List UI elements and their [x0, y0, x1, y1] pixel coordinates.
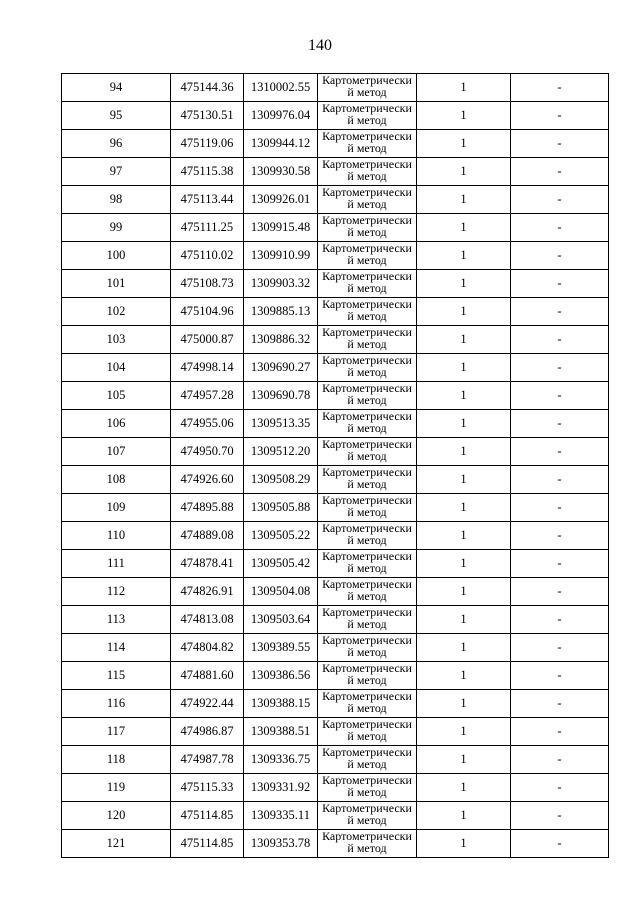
x-coordinate-cell: 474922.44 — [171, 690, 244, 718]
method-cell — [318, 662, 417, 690]
note-cell: - — [511, 774, 609, 802]
accuracy-cell: 1 — [417, 158, 511, 186]
accuracy-cell: 1 — [417, 746, 511, 774]
point-number-cell: 104 — [62, 354, 171, 382]
point-number-cell: 116 — [62, 690, 171, 718]
table-row — [62, 494, 609, 522]
note-cell: - — [511, 802, 609, 830]
table-row — [62, 102, 609, 130]
accuracy-cell: 1 — [417, 634, 511, 662]
method-text: Картометрически й метод — [322, 579, 412, 603]
table-row — [62, 270, 609, 298]
table-row — [62, 774, 609, 802]
y-coordinate-cell: 1309886.32 — [244, 326, 318, 354]
point-number-cell: 111 — [62, 550, 171, 578]
accuracy-cell: 1 — [417, 326, 511, 354]
x-coordinate-cell: 474881.60 — [171, 662, 244, 690]
point-number-cell: 120 — [62, 802, 171, 830]
point-number-cell: 107 — [62, 438, 171, 466]
y-coordinate-cell: 1309512.20 — [244, 438, 318, 466]
method-text: Картометрически й метод — [322, 243, 412, 267]
y-coordinate-cell: 1309504.08 — [244, 578, 318, 606]
y-coordinate-cell: 1309513.35 — [244, 410, 318, 438]
method-text: Картометрически й метод — [322, 159, 412, 183]
x-coordinate-cell: 474889.08 — [171, 522, 244, 550]
point-number-cell: 112 — [62, 578, 171, 606]
x-coordinate-cell: 474813.08 — [171, 606, 244, 634]
note-cell: - — [511, 354, 609, 382]
method-text: Картометрически й метод — [322, 523, 412, 547]
accuracy-cell: 1 — [417, 270, 511, 298]
y-coordinate-cell: 1309353.78 — [244, 830, 318, 858]
accuracy-cell: 1 — [417, 130, 511, 158]
table-row — [62, 606, 609, 634]
table-row — [62, 746, 609, 774]
note-cell: - — [511, 242, 609, 270]
point-number-cell: 114 — [62, 634, 171, 662]
y-coordinate-cell: 1309336.75 — [244, 746, 318, 774]
table-row — [62, 466, 609, 494]
method-text: Картометрически й метод — [322, 551, 412, 575]
x-coordinate-cell: 474986.87 — [171, 718, 244, 746]
y-coordinate-cell: 1309505.88 — [244, 494, 318, 522]
note-cell: - — [511, 214, 609, 242]
method-cell — [318, 690, 417, 718]
y-coordinate-cell: 1309331.92 — [244, 774, 318, 802]
table-row — [62, 634, 609, 662]
method-cell — [318, 270, 417, 298]
table-row — [62, 354, 609, 382]
method-cell — [318, 774, 417, 802]
x-coordinate-cell: 474926.60 — [171, 466, 244, 494]
table-row — [62, 186, 609, 214]
table-row — [62, 298, 609, 326]
accuracy-cell: 1 — [417, 74, 511, 102]
note-cell: - — [511, 298, 609, 326]
accuracy-cell: 1 — [417, 774, 511, 802]
note-cell: - — [511, 830, 609, 858]
note-cell: - — [511, 606, 609, 634]
method-text: Картометрически й метод — [322, 831, 412, 855]
x-coordinate-cell: 475111.25 — [171, 214, 244, 242]
note-cell: - — [511, 466, 609, 494]
y-coordinate-cell: 1309930.58 — [244, 158, 318, 186]
method-cell — [318, 802, 417, 830]
y-coordinate-cell: 1309389.55 — [244, 634, 318, 662]
accuracy-cell: 1 — [417, 718, 511, 746]
x-coordinate-cell: 475104.96 — [171, 298, 244, 326]
accuracy-cell: 1 — [417, 298, 511, 326]
table-row — [62, 690, 609, 718]
table-row — [62, 662, 609, 690]
method-cell — [318, 410, 417, 438]
method-cell — [318, 606, 417, 634]
table-row — [62, 214, 609, 242]
table-row — [62, 158, 609, 186]
method-cell — [318, 382, 417, 410]
point-number-cell: 99 — [62, 214, 171, 242]
x-coordinate-cell: 475113.44 — [171, 186, 244, 214]
note-cell: - — [511, 746, 609, 774]
accuracy-cell: 1 — [417, 242, 511, 270]
table-row — [62, 326, 609, 354]
table-row — [62, 802, 609, 830]
method-text: Картометрически й метод — [322, 495, 412, 519]
note-cell: - — [511, 74, 609, 102]
accuracy-cell: 1 — [417, 354, 511, 382]
y-coordinate-cell: 1309885.13 — [244, 298, 318, 326]
method-cell — [318, 830, 417, 858]
method-text: Картометрически й метод — [322, 327, 412, 351]
accuracy-cell: 1 — [417, 382, 511, 410]
method-cell — [318, 578, 417, 606]
method-text: Картометрически й метод — [322, 635, 412, 659]
x-coordinate-cell: 474987.78 — [171, 746, 244, 774]
y-coordinate-cell: 1309508.29 — [244, 466, 318, 494]
y-coordinate-cell: 1309388.51 — [244, 718, 318, 746]
point-number-cell: 121 — [62, 830, 171, 858]
method-text: Картометрически й метод — [322, 187, 412, 211]
x-coordinate-cell: 475114.85 — [171, 830, 244, 858]
y-coordinate-cell: 1309503.64 — [244, 606, 318, 634]
point-number-cell: 113 — [62, 606, 171, 634]
method-cell — [318, 494, 417, 522]
method-cell — [318, 354, 417, 382]
x-coordinate-cell: 474957.28 — [171, 382, 244, 410]
note-cell: - — [511, 102, 609, 130]
method-cell — [318, 326, 417, 354]
x-coordinate-cell: 475110.02 — [171, 242, 244, 270]
method-cell — [318, 298, 417, 326]
y-coordinate-cell: 1309386.56 — [244, 662, 318, 690]
point-number-cell: 96 — [62, 130, 171, 158]
method-cell — [318, 186, 417, 214]
method-cell — [318, 550, 417, 578]
accuracy-cell: 1 — [417, 550, 511, 578]
point-number-cell: 109 — [62, 494, 171, 522]
method-text: Картометрически й метод — [322, 355, 412, 379]
point-number-cell: 115 — [62, 662, 171, 690]
x-coordinate-cell: 475115.33 — [171, 774, 244, 802]
accuracy-cell: 1 — [417, 186, 511, 214]
note-cell: - — [511, 494, 609, 522]
note-cell: - — [511, 578, 609, 606]
method-cell — [318, 74, 417, 102]
accuracy-cell: 1 — [417, 466, 511, 494]
table-row — [62, 410, 609, 438]
point-number-cell: 105 — [62, 382, 171, 410]
table-row — [62, 830, 609, 858]
accuracy-cell: 1 — [417, 690, 511, 718]
method-cell — [318, 158, 417, 186]
method-text: Картометрически й метод — [322, 75, 412, 99]
coordinates-table-body — [62, 74, 609, 858]
method-cell — [318, 102, 417, 130]
note-cell: - — [511, 326, 609, 354]
accuracy-cell: 1 — [417, 606, 511, 634]
y-coordinate-cell: 1309690.78 — [244, 382, 318, 410]
x-coordinate-cell: 475000.87 — [171, 326, 244, 354]
method-cell — [318, 130, 417, 158]
method-cell — [318, 466, 417, 494]
accuracy-cell: 1 — [417, 662, 511, 690]
x-coordinate-cell: 474878.41 — [171, 550, 244, 578]
y-coordinate-cell: 1310002.55 — [244, 74, 318, 102]
method-text: Картометрически й метод — [322, 775, 412, 799]
note-cell: - — [511, 158, 609, 186]
method-cell — [318, 438, 417, 466]
method-cell — [318, 242, 417, 270]
method-text: Картометрически й метод — [322, 299, 412, 323]
accuracy-cell: 1 — [417, 102, 511, 130]
x-coordinate-cell: 474998.14 — [171, 354, 244, 382]
x-coordinate-cell: 474950.70 — [171, 438, 244, 466]
accuracy-cell: 1 — [417, 410, 511, 438]
coordinates-table — [61, 73, 609, 858]
x-coordinate-cell: 475108.73 — [171, 270, 244, 298]
table-row — [62, 438, 609, 466]
table-row — [62, 578, 609, 606]
x-coordinate-cell: 474955.06 — [171, 410, 244, 438]
note-cell: - — [511, 410, 609, 438]
table-row — [62, 550, 609, 578]
y-coordinate-cell: 1309915.48 — [244, 214, 318, 242]
method-text: Картометрически й метод — [322, 439, 412, 463]
point-number-cell: 100 — [62, 242, 171, 270]
y-coordinate-cell: 1309976.04 — [244, 102, 318, 130]
method-text: Картометрически й метод — [322, 467, 412, 491]
table-row — [62, 130, 609, 158]
method-text: Картометрически й метод — [322, 747, 412, 771]
x-coordinate-cell: 474895.88 — [171, 494, 244, 522]
x-coordinate-cell: 475115.38 — [171, 158, 244, 186]
point-number-cell: 117 — [62, 718, 171, 746]
accuracy-cell: 1 — [417, 802, 511, 830]
note-cell: - — [511, 550, 609, 578]
table-row — [62, 522, 609, 550]
note-cell: - — [511, 522, 609, 550]
method-cell — [318, 522, 417, 550]
method-text: Картометрически й метод — [322, 803, 412, 827]
point-number-cell: 118 — [62, 746, 171, 774]
method-cell — [318, 214, 417, 242]
x-coordinate-cell: 475119.06 — [171, 130, 244, 158]
point-number-cell: 101 — [62, 270, 171, 298]
note-cell: - — [511, 270, 609, 298]
point-number-cell: 94 — [62, 74, 171, 102]
accuracy-cell: 1 — [417, 830, 511, 858]
method-text: Картометрически й метод — [322, 103, 412, 127]
table-row — [62, 718, 609, 746]
y-coordinate-cell: 1309505.22 — [244, 522, 318, 550]
method-cell — [318, 746, 417, 774]
note-cell: - — [511, 382, 609, 410]
table-row — [62, 74, 609, 102]
note-cell: - — [511, 130, 609, 158]
method-text: Картометрически й метод — [322, 271, 412, 295]
y-coordinate-cell: 1309505.42 — [244, 550, 318, 578]
method-text: Картометрически й метод — [322, 607, 412, 631]
method-text: Картометрически й метод — [322, 411, 412, 435]
point-number-cell: 97 — [62, 158, 171, 186]
y-coordinate-cell: 1309910.99 — [244, 242, 318, 270]
method-text: Картометрически й метод — [322, 383, 412, 407]
note-cell: - — [511, 690, 609, 718]
page-number: 140 — [308, 37, 332, 54]
y-coordinate-cell: 1309903.32 — [244, 270, 318, 298]
y-coordinate-cell: 1309926.01 — [244, 186, 318, 214]
note-cell: - — [511, 662, 609, 690]
point-number-cell: 103 — [62, 326, 171, 354]
y-coordinate-cell: 1309388.15 — [244, 690, 318, 718]
point-number-cell: 98 — [62, 186, 171, 214]
point-number-cell: 102 — [62, 298, 171, 326]
method-text: Картометрически й метод — [322, 131, 412, 155]
method-text: Картометрически й метод — [322, 215, 412, 239]
method-text: Картометрически й метод — [322, 719, 412, 743]
accuracy-cell: 1 — [417, 214, 511, 242]
point-number-cell: 119 — [62, 774, 171, 802]
method-text: Картометрически й метод — [322, 691, 412, 715]
table-row — [62, 382, 609, 410]
x-coordinate-cell: 474826.91 — [171, 578, 244, 606]
note-cell: - — [511, 634, 609, 662]
method-cell — [318, 634, 417, 662]
x-coordinate-cell: 475130.51 — [171, 102, 244, 130]
y-coordinate-cell: 1309335.11 — [244, 802, 318, 830]
method-text: Картометрически й метод — [322, 663, 412, 687]
method-cell — [318, 718, 417, 746]
table-row — [62, 242, 609, 270]
note-cell: - — [511, 718, 609, 746]
y-coordinate-cell: 1309944.12 — [244, 130, 318, 158]
accuracy-cell: 1 — [417, 494, 511, 522]
x-coordinate-cell: 475114.85 — [171, 802, 244, 830]
x-coordinate-cell: 475144.36 — [171, 74, 244, 102]
accuracy-cell: 1 — [417, 522, 511, 550]
point-number-cell: 106 — [62, 410, 171, 438]
point-number-cell: 110 — [62, 522, 171, 550]
accuracy-cell: 1 — [417, 578, 511, 606]
note-cell: - — [511, 186, 609, 214]
y-coordinate-cell: 1309690.27 — [244, 354, 318, 382]
note-cell: - — [511, 438, 609, 466]
accuracy-cell: 1 — [417, 438, 511, 466]
point-number-cell: 108 — [62, 466, 171, 494]
x-coordinate-cell: 474804.82 — [171, 634, 244, 662]
point-number-cell: 95 — [62, 102, 171, 130]
